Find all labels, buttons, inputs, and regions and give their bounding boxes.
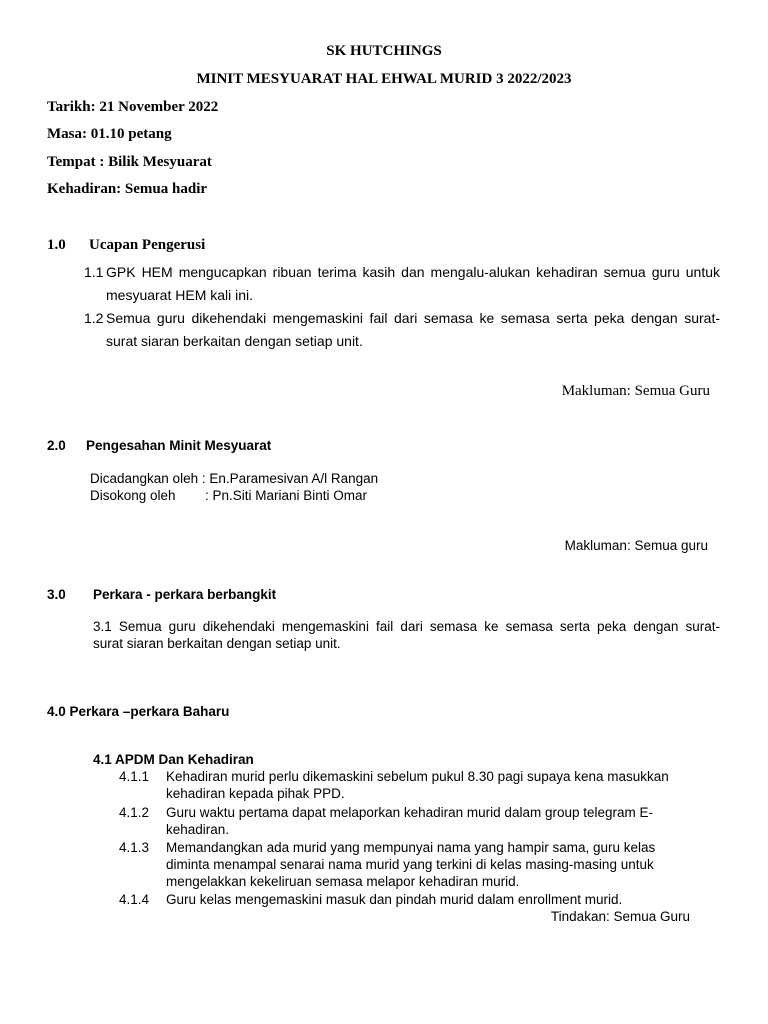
school-name: SK HUTCHINGS [326,43,442,59]
item-4-1-3-line3: mengelakkan kekeliruan semasa melapor kehadiran murid. [166,874,520,889]
proposed-by: Dicadangkan oleh : En.Paramesivan A/l Rangan [90,471,379,486]
item-4-1-1-line2: kehadiran kepada pihak PPD. [166,786,345,801]
item-3-1-line2: surat siaran berkaitan dengan setiap unit. [93,636,341,651]
item-1-1-line1: GPK HEM mengucapkan ribuan terima kasih dan mengalu-alukan kehadiran semua guru untuk [106,264,720,280]
meeting-time: Masa: 01.10 petang [47,126,172,142]
section4-action: Tindakan: Semua Guru [550,909,690,924]
section2-title: Pengesahan Minit Mesyuarat [86,438,272,453]
item-4-1-1-line1: Kehadiran murid perlu dikemaskini sebelum pukul 8.30 pagi supaya kena masukkan [166,769,669,784]
section1-number: 1.0 [47,237,66,253]
item-4-1-4-line1: Guru kelas mengemaskini masuk dan pindah murid dalam enrollment murid. [166,892,623,907]
item-4-1-2-number: 4.1.2 [119,805,150,820]
item-4-1-3-number: 4.1.3 [119,840,150,855]
section4-title: 4.0 Perkara –perkara Baharu [47,704,230,719]
item-1-2-number: 1.2 [84,310,104,326]
item-4-1-4-number: 4.1.4 [119,892,150,907]
section3-number: 3.0 [47,587,66,602]
item-4-1-2-line2: kehadiran. [166,822,230,837]
item-4-1-3-line1: Memandangkan ada murid yang mempunyai nama yang hampir sama, guru kelas [166,840,656,855]
item-1-2-line1: Semua guru dikehendaki mengemaskini fail dari semasa ke semasa serta peka dengan surat- [106,310,720,326]
item-1-2-line2: surat siaran berkaitan dengan setiap unit. [106,333,363,349]
section3-title: Perkara - perkara berbangkit [93,587,277,602]
item-1-1-number: 1.1 [84,264,104,280]
item-3-1-line1: 3.1 Semua guru dikehendaki mengemaskini fail dari semasa ke semasa serta peka dengan surat- [93,619,720,634]
section1-note: Makluman: Semua Guru [561,383,710,399]
meeting-attendance: Kehadiran: Semua hadir [47,181,208,197]
section2-number: 2.0 [47,438,66,453]
document-title: MINIT MESYUARAT HAL EHWAL MURID 3 2022/2023 [196,71,572,87]
item-4-1-3-line2: diminta menampal senarai nama murid yang terkini di kelas masing-masing untuk [166,857,654,872]
item-1-1-line2: mesyuarat HEM kali ini. [106,287,254,303]
meeting-place: Tempat : Bilik Mesyuarat [47,154,212,170]
subsection-4-1-title: 4.1 APDM Dan Kehadiran [93,752,254,767]
section2-note: Makluman: Semua guru [564,538,708,553]
item-4-1-1-number: 4.1.1 [119,769,150,784]
section1-title: Ucapan Pengerusi [89,237,206,253]
seconded-by-value: : Pn.Siti Mariani Binti Omar [205,488,368,503]
seconded-by-label: Disokong oleh [90,488,176,503]
meeting-date: Tarikh: 21 November 2022 [47,99,219,115]
item-4-1-2-line1: Guru waktu pertama dapat melaporkan kehadiran murid dalam group telegram E- [166,805,654,820]
